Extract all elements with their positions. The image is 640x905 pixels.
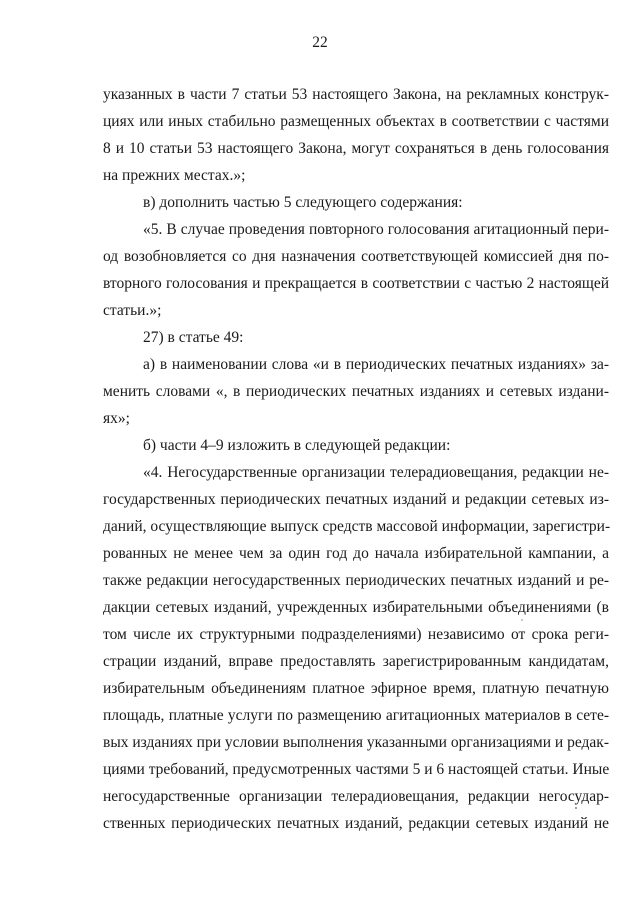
text-line: в) дополнить частью 5 следующего содержания: xyxy=(143,194,463,211)
text-line: а) в наименовании слова «и в периодических печатных изданиях» за- xyxy=(143,356,609,373)
text-line: ственных периодических печатных изданий, редакции сетевых изданий не xyxy=(103,815,609,832)
text-line: вых изданиях при условии выполнения указанными организациями и редак- xyxy=(103,734,609,751)
text-line: менить словами «, в периодических печатных изданиях и сетевых издани- xyxy=(103,383,609,400)
text-line: рованных не менее чем за один год до начала избирательной кампании, а xyxy=(103,545,609,562)
text-line: также редакции негосударственных периодических печатных изданий и ре- xyxy=(103,572,609,589)
text-line: избирательным объединениям платное эфирное время, платную печатную xyxy=(103,680,609,697)
text-line: циями требований, предусмотренных частями 5 и 6 настоящей статьи. Иные xyxy=(103,761,610,778)
text-line: 8 и 10 статьи 53 настоящего Закона, могут сохраняться в день голосования xyxy=(103,140,609,157)
text-line: статьи.»; xyxy=(103,302,162,319)
text-line: циях или иных стабильно размещенных объектах в соответствии с частями xyxy=(103,113,609,130)
text-line: б) части 4–9 изложить в следующей редакции: xyxy=(143,437,451,454)
text-line: дакции сетевых изданий, учрежденных избирательными объединениями (в xyxy=(103,599,609,616)
scan-speck xyxy=(575,807,577,809)
text-line: од возобновляется со дня назначения соответствующей комиссией дня по- xyxy=(103,248,609,265)
text-line: даний, осуществляющие выпуск средств массовой информации, зарегистри- xyxy=(103,518,611,535)
text-line: страции изданий, вправе предоставлять зарегистрированным кандидатам, xyxy=(103,653,609,670)
text-line: вторного голосования и прекращается в соответствии с частью 2 настоящей xyxy=(103,275,609,292)
text-line: площадь, платные услуги по размещению агитационных материалов в сете- xyxy=(103,707,609,724)
text-line: «5. В случае проведения повторного голосования агитационный пери- xyxy=(143,221,609,238)
text-line: том числе их структурными подразделениями) независимо от срока реги- xyxy=(103,626,609,643)
text-line: указанных в части 7 статьи 53 настоящего Закона, на рекламных конструк- xyxy=(103,86,609,103)
text-line: «4. Негосударственные организации телерадиовещания, редакции не- xyxy=(143,464,609,481)
text-line: ях»; xyxy=(103,410,130,427)
text-line: на прежних местах.»; xyxy=(103,167,246,184)
text-line: 27) в статье 49: xyxy=(143,329,244,346)
scan-speck xyxy=(521,619,522,620)
text-line: негосударственные организации телерадиовещания, редакции негосудар- xyxy=(103,788,609,805)
page-number: 22 xyxy=(312,34,328,51)
text-line: государственных периодических печатных изданий и редакции сетевых из- xyxy=(103,491,609,508)
